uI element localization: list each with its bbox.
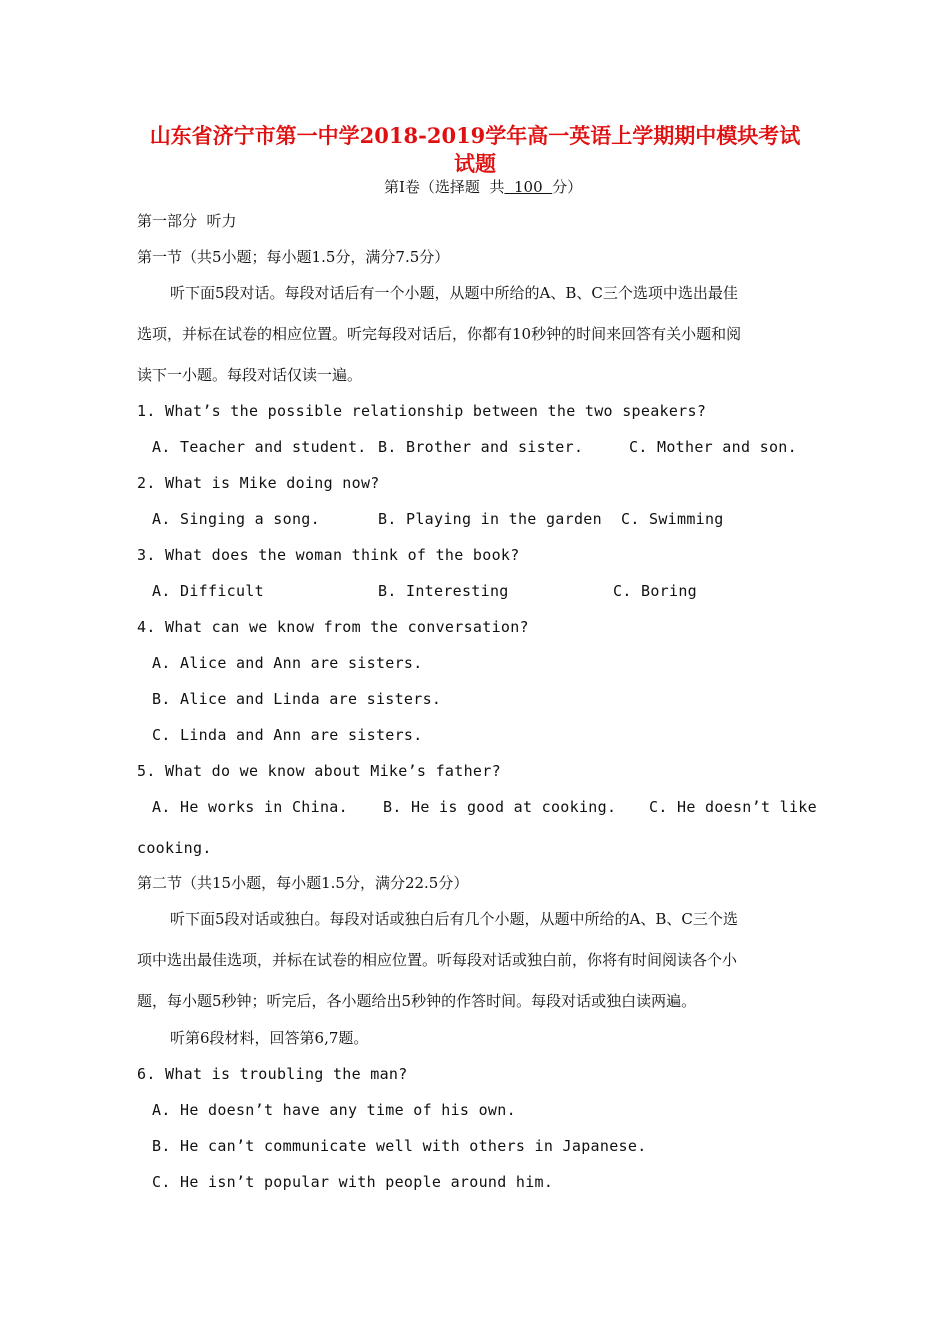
section1-instruction-3: 读下一小题。每段对话仅读一遍。 bbox=[137, 366, 363, 384]
q5-option-b: B. He is good at cooking. bbox=[383, 798, 617, 816]
question-1: 1. What’s the possible relationship between the two speakers? bbox=[137, 402, 707, 420]
part1-heading: 第一部分 听力 bbox=[137, 212, 237, 230]
exam-title-line1: 山东省济宁市第一中学2018-2019学年高一英语上学期期中模块考试 bbox=[149, 123, 801, 148]
question-3: 3. What does the woman think of the book? bbox=[137, 546, 520, 564]
question-4: 4. What can we know from the conversation? bbox=[137, 618, 529, 636]
question-6: 6. What is troubling the man? bbox=[137, 1065, 408, 1083]
q1-option-a: A. Teacher and student. bbox=[152, 438, 367, 456]
q2-option-b: B. Playing in the garden bbox=[378, 510, 602, 528]
volume-prefix: 第Ⅰ卷（选择题 共 bbox=[384, 178, 505, 196]
section1-heading: 第一节（共5小题；每小题1.5分，满分7.5分） bbox=[137, 248, 450, 266]
section2-instruction-1: 听下面5段对话或独白。每段对话或独白后有几个小题，从题中所给的A、B、C三个选 bbox=[170, 910, 738, 928]
section2-heading: 第二节（共15小题，每小题1.5分，满分22.5分） bbox=[137, 874, 469, 892]
volume-suffix: 分） bbox=[552, 178, 583, 196]
q4-option-a: A. Alice and Ann are sisters. bbox=[152, 654, 423, 672]
q4-option-b: B. Alice and Linda are sisters. bbox=[152, 690, 442, 708]
q6-option-c: C. He isn’t popular with people around him. bbox=[152, 1173, 554, 1191]
section2-material-note: 听第6段材料，回答第6,7题。 bbox=[170, 1029, 369, 1047]
question-5: 5. What do we know about Mike’s father? bbox=[137, 762, 501, 780]
q2-option-c: C. Swimming bbox=[621, 510, 724, 528]
q4-option-c: C. Linda and Ann are sisters. bbox=[152, 726, 423, 744]
section2-instruction-2: 项中选出最佳选项，并标在试卷的相应位置。听每段对话或独白前，你将有时间阅读各个小 bbox=[137, 951, 738, 969]
q3-option-b: B. Interesting bbox=[378, 582, 509, 600]
q5-option-c-continued: cooking. bbox=[137, 839, 212, 857]
q6-option-a: A. He doesn’t have any time of his own. bbox=[152, 1101, 516, 1119]
exam-title-line2: 试题 bbox=[454, 151, 496, 176]
q3-option-c: C. Boring bbox=[613, 582, 697, 600]
volume-header bbox=[384, 176, 582, 198]
section1-instruction-1: 听下面5段对话。每段对话后有一个小题，从题中所给的A、B、C三个选项中选出最佳 bbox=[170, 284, 738, 302]
volume-score: 100 bbox=[504, 178, 553, 196]
q5-option-a: A. He works in China. bbox=[152, 798, 348, 816]
q3-option-a: A. Difficult bbox=[152, 582, 264, 600]
q1-option-c: C. Mother and son. bbox=[629, 438, 797, 456]
section1-instruction-2: 选项，并标在试卷的相应位置。听完每段对话后，你都有10秒钟的时间来回答有关小题和阅 bbox=[137, 325, 742, 343]
q2-option-a: A. Singing a song. bbox=[152, 510, 320, 528]
section2-instruction-3: 题，每小题5秒钟；听完后，各小题给出5秒钟的作答时间。每段对话或独白读两遍。 bbox=[137, 992, 697, 1010]
q6-option-b: B. He can’t communicate well with others in Japanese. bbox=[152, 1137, 647, 1155]
q5-option-c: C. He doesn’t like bbox=[649, 798, 817, 816]
question-2: 2. What is Mike doing now? bbox=[137, 474, 380, 492]
q1-option-b: B. Brother and sister. bbox=[378, 438, 584, 456]
